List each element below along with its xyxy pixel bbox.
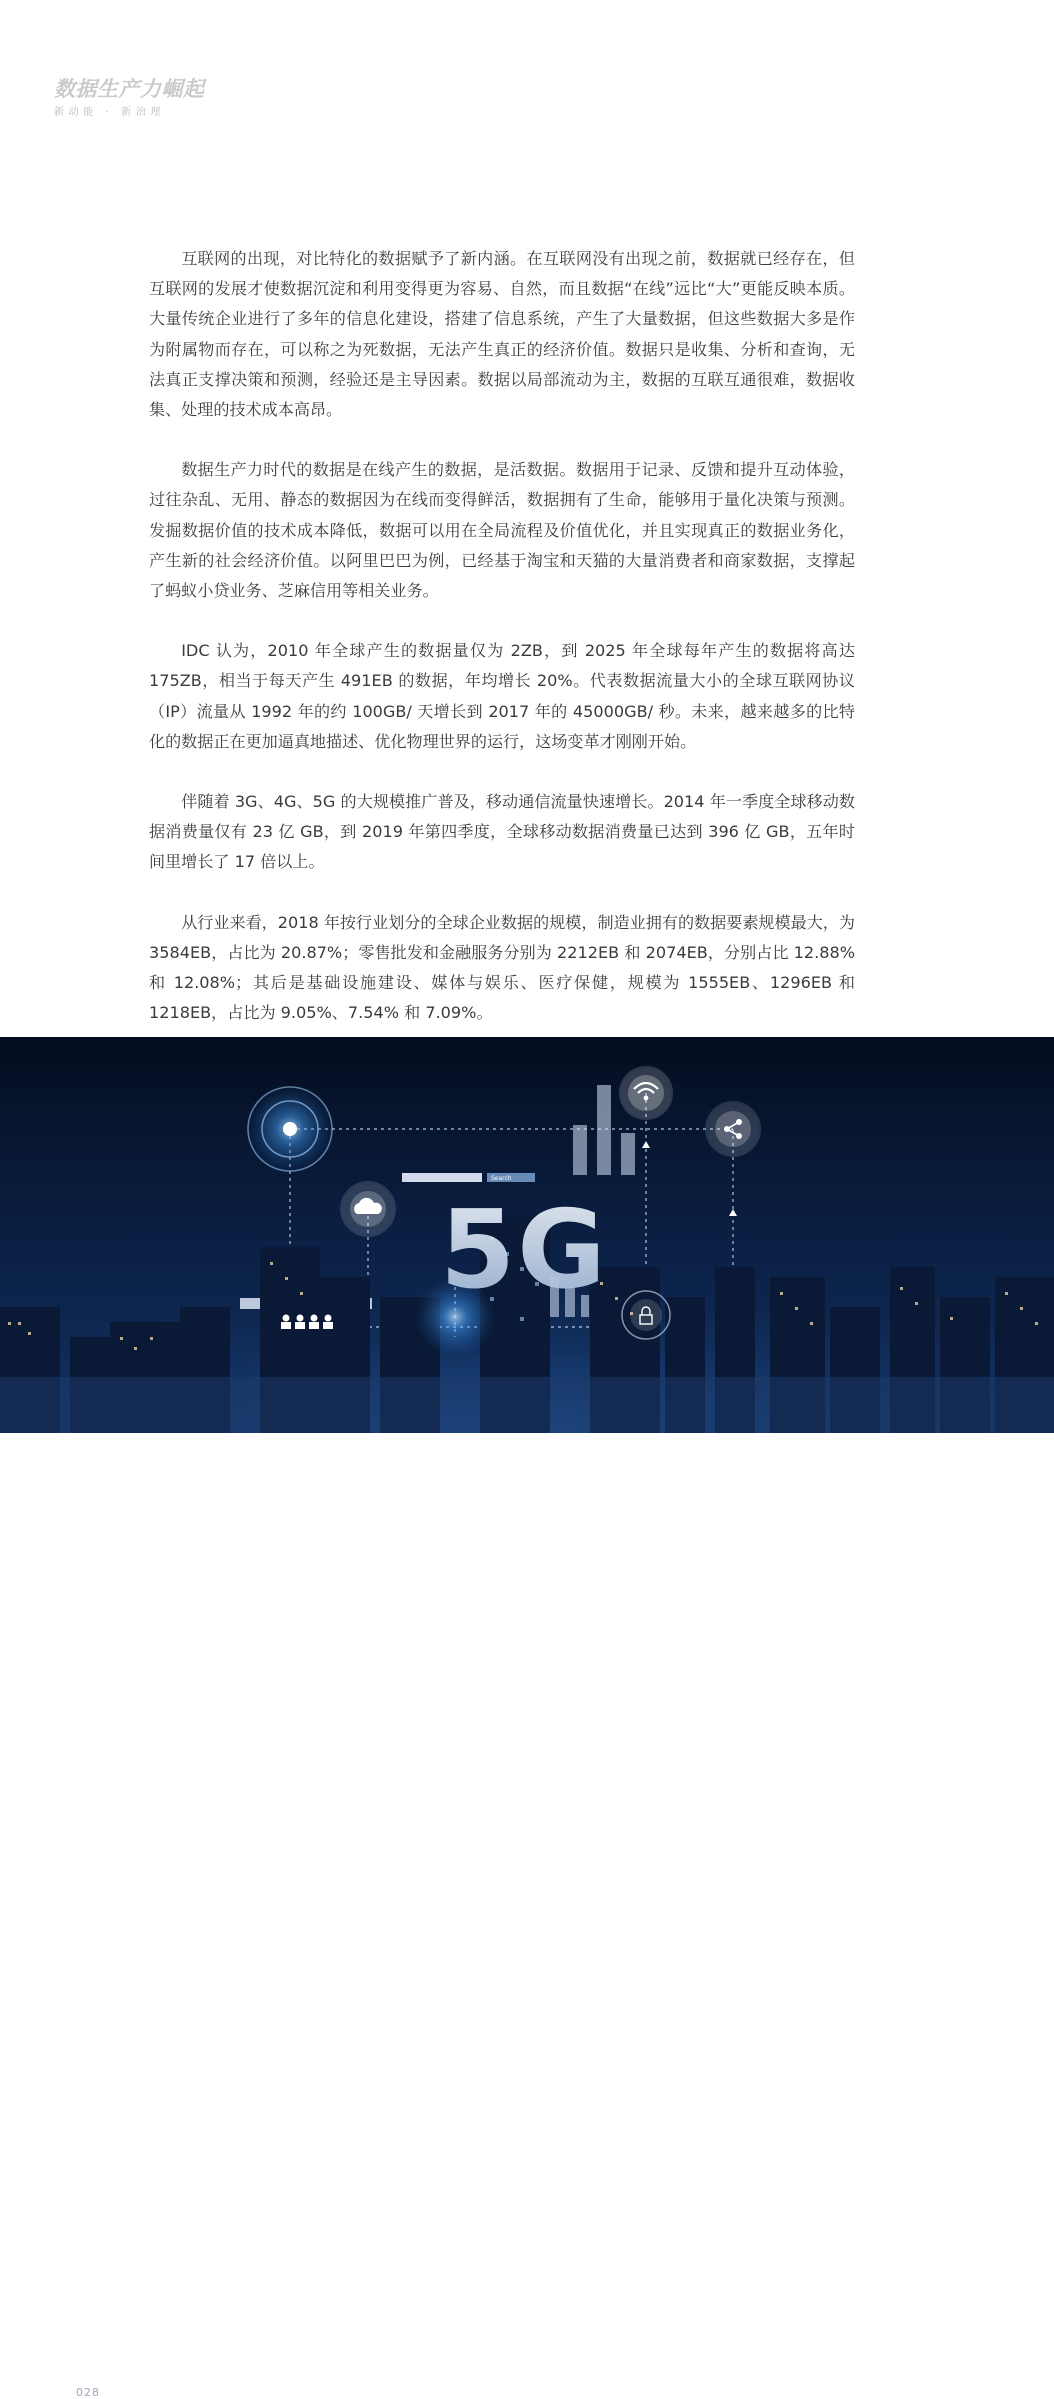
brand-subtitle: 新动能 · 新治理: [54, 107, 165, 118]
paragraph: 数据生产力时代的数据是在线产生的数据，是活数据。数据用于记录、反馈和提升互动体验，过往杂乱、无用、静态的数据因为在线而变得鲜活，数据拥有了生命，能够用于量化决策与预测。发掘数据价值的技术成本降低，数据可以用在全局流程及价值优化，并且实现真正的数据业务化，产生新的社会经济价值。以阿里巴巴为例，已经基于淘宝和天猫的大量消费者和商家数据，支撑起了蚂蚁小贷业务、芝麻信用等相关业务。: [149, 460, 855, 601]
share-icon: [706, 1102, 760, 1156]
paragraph: 从行业来看，2018 年按行业划分的全球企业数据的规模，制造业拥有的数据要素规模最大，为 3584EB，占比为 20.87%；零售批发和金融服务分别为 2212EB 和 2074EB，分别占比 12.88% 和 12.08%；其后是基础设施建设、媒体与娱乐、医疗保健，规模为 1555EB、1296EB 和 1218EB，占比为 9.05%、7.54% 和 7.09%。: [149, 912, 855, 1023]
brand-header: [54, 76, 205, 118]
brand-title: 数据生产力崛起: [54, 77, 205, 101]
paragraph: 伴随着 3G、4G、5G 的大规模推广普及，移动通信流量快速增长。2014 年一季度全球移动数据消费量仅有 23 亿 GB，到 2019 年第四季度，全球移动数据消费量已达到 396 亿 GB，五年时间里增长了 17 倍以上。: [149, 792, 855, 872]
5g-text: 5G: [440, 1188, 608, 1313]
city-5g-photo: [0, 1037, 1054, 2399]
paragraph: IDC 认为，2010 年全球产生的数据量仅为 2ZB，到 2025 年全球每年产生的数据将高达 175ZB，相当于每天产生 491EB 的数据，年均增长 20%。代表数据流量大小的全球互联网协议（IP）流量从 1992 年的约 100GB/ 天增长到 2017 年的 45000GB/ 秒。未来，越来越多的比特化的数据正在更加逼真地描述、优化物理世界的运行，这场变革才刚刚开始。: [149, 641, 855, 751]
search-label: Search: [491, 1175, 512, 1182]
page-number: 028: [76, 2386, 100, 2399]
wifi-icon: [620, 1067, 672, 1119]
article-body: [149, 244, 855, 1058]
cloud-icon: [341, 1182, 395, 1236]
search-bar: [402, 1173, 482, 1182]
paragraph: 互联网的出现，对比特化的数据赋予了新内涵。在互联网没有出现之前，数据就已经存在，但互联网的发展才使数据沉淀和利用变得更为容易、自然，而且数据“在线”远比“大”更能反映本质。大量传统企业进行了多年的信息化建设，搭建了信息系统，产生了大量数据，但这些数据大多是作为附属物而存在，可以称之为死数据，无法产生真正的经济价值。数据只是收集、分析和查询，无法真正支撑决策和预测，经验还是主导因素。数据以局部流动为主，数据的互联互通很难，数据收集、处理的技术成本高昂。: [149, 249, 855, 420]
